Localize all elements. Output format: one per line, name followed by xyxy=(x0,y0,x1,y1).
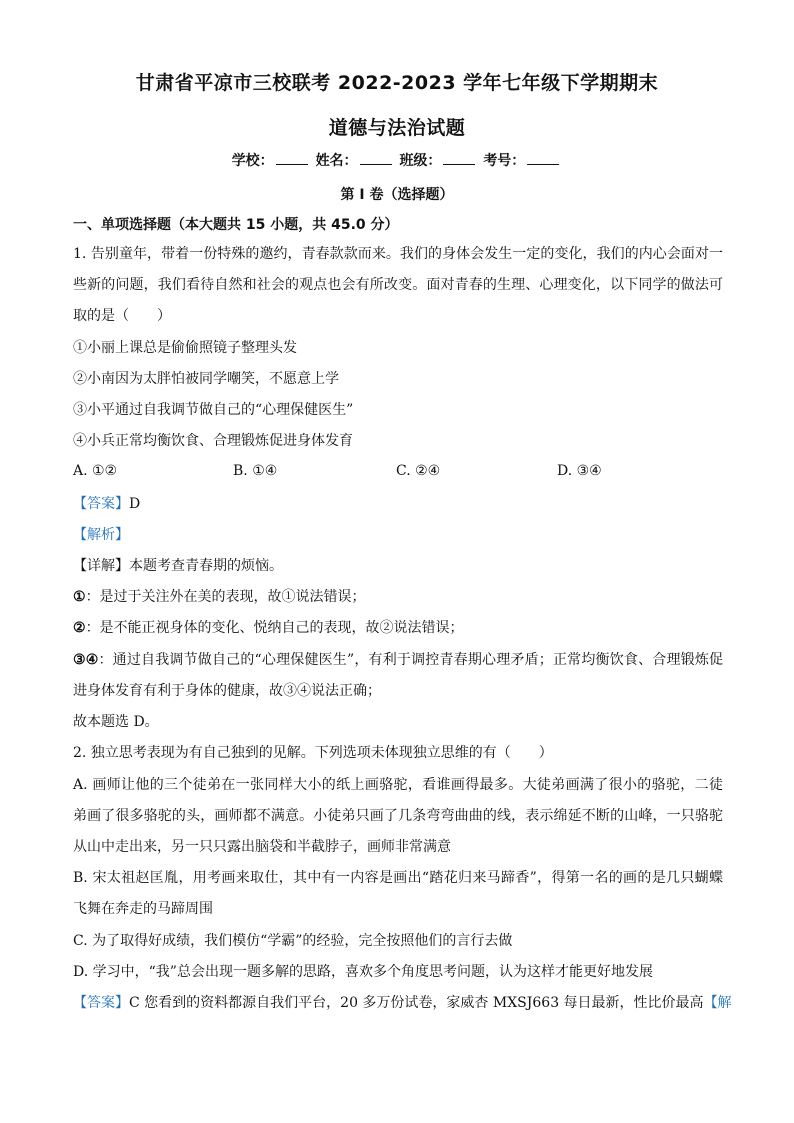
name-label: 姓名： xyxy=(315,153,358,169)
q2-option-b-line1: B. 宋太祖赵匡胤，用考画来取仕，其中有一内容是画出“踏花归来马蹄香”，得第一名的画的是几只蝴蝶 xyxy=(73,870,723,886)
q1-item1: ①小丽上课总是偷偷照镜子整理头发 xyxy=(73,340,297,356)
exp3-text-line1: ：通过自我调节做自己的“心理保健医生”，有利于调控青春期心理矛盾；正常均衡饮食、合理锻炼促 xyxy=(98,652,724,668)
q2-option-a-line1: A. 画师让他的三个徒弟在一张同样大小的纸上画骆驼，看谁画得最多。大徒弟画满了很小的骆驼，二徒 xyxy=(73,777,723,793)
answer-tag: 【答案】 xyxy=(73,496,129,512)
q1-item4: ④小兵正常均衡饮食、合理锻炼促进身体发育 xyxy=(73,433,353,449)
answer-value: D xyxy=(129,496,141,512)
q2-trailing-tag: 【解 xyxy=(703,995,732,1011)
class-label: 班级： xyxy=(399,153,442,169)
q1-analysis xyxy=(73,526,723,544)
q1-stem-line1: 1. 告别童年，带着一份特殊的邀约，青春款款而来。我们的身体会发生一定的变化，我们的内心会面对一 xyxy=(73,246,723,262)
q2-option-d: D. 学习中，“我”总会出现一题多解的思路，喜欢多个角度思考问题，认为这样才能更好地发展 xyxy=(73,964,653,980)
q2-answer-tag: 【答案】 xyxy=(73,995,129,1011)
school-label: 学校： xyxy=(231,153,274,169)
detail-tag: 【详解】 xyxy=(73,558,129,574)
name-blank xyxy=(360,152,392,165)
q2-option-a-line3: 从山中走出来，另一只只露出脑袋和半截脖子，画师非常满意 xyxy=(73,839,451,855)
q1-option-b: B. ①④ xyxy=(233,463,278,479)
exp2-mark: ② xyxy=(73,620,86,636)
q1-conclusion: 故本题选 D。 xyxy=(73,714,159,730)
q1-explanation2 xyxy=(73,619,723,637)
school-blank xyxy=(276,152,308,165)
q2-option-c: C. 为了取得好成绩，我们模仿“学霸”的经验，完全按照他们的言行去做 xyxy=(73,933,513,949)
exp3-mark: ③④ xyxy=(73,652,99,668)
q1-item3: ③小平通过自我调节做自己的“心理保健医生” xyxy=(73,402,354,418)
q1-detail xyxy=(73,557,723,575)
number-label: 考号： xyxy=(483,153,526,169)
class-blank xyxy=(443,152,475,165)
exp1-text: ：是过于关注外在美的表现，故①说法错误； xyxy=(85,589,366,605)
q1-option-a: A. ①② xyxy=(73,463,118,479)
q2-stem: 2. 独立思考表现为有自己独到的见解。下列选项未体现独立思维的有（ ） xyxy=(73,745,553,761)
q1-answer xyxy=(73,495,723,513)
q1-item2: ②小南因为太胖怕被同学嘲笑，不愿意上学 xyxy=(73,371,339,387)
volume-heading: 第 I 卷（选择题） xyxy=(340,187,454,203)
exp1-mark: ① xyxy=(73,589,86,605)
q2-answer-text: C 您看到的资料都源自我们平台，20 多万份试卷，家威杏 MXSJ663 每日最新，性比价最高 xyxy=(129,995,704,1011)
analysis-tag: 【解析】 xyxy=(73,527,129,543)
q1-option-d: D. ③④ xyxy=(557,463,602,479)
student-info-row xyxy=(0,150,794,170)
q1-stem-line3: 取的是（ ） xyxy=(73,308,171,324)
q1-explanation1 xyxy=(73,588,723,606)
number-blank xyxy=(527,152,559,165)
exp2-text: ：是不能正视身体的变化、悦纳自己的表现，故②说法错误； xyxy=(85,620,464,636)
exam-subtitle: 道德与法治试题 xyxy=(328,117,466,139)
q1-explanation3-line1 xyxy=(73,651,723,669)
detail-text: 本题考查青春期的烦恼。 xyxy=(129,558,283,574)
q2-option-b-line2: 飞舞在奔走的马蹄周围 xyxy=(73,901,213,917)
q1-option-c: C. ②④ xyxy=(396,463,441,479)
q1-explanation3-line2: 进身体发育有利于身体的健康，故③④说法正确； xyxy=(73,683,381,699)
exam-title: 甘肃省平凉市三校联考 2022-2023 学年七年级下学期期末 xyxy=(135,72,659,94)
q1-stem-line2: 些新的问题，我们看待自然和社会的观点也会有所改变。面对青春的生理、心理变化，以下同学的做法可 xyxy=(73,277,723,293)
q2-answer xyxy=(73,994,732,1012)
q2-option-a-line2: 弟画了很多骆驼的头，画师都不满意。小徒弟只画了几条弯弯曲曲的线，表示绵延不断的山峰，一只骆驼 xyxy=(73,808,723,824)
section-heading: 一、单项选择题（本大题共 15 小题，共 45.0 分） xyxy=(73,217,399,233)
